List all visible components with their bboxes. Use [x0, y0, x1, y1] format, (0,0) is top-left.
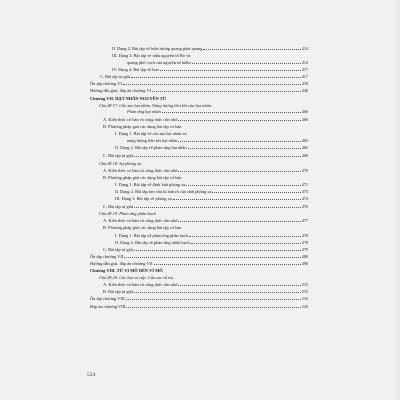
dot-leader — [178, 120, 300, 121]
toc-entry — [103, 167, 308, 174]
toc-entry — [90, 87, 308, 94]
toc-entry — [100, 73, 308, 80]
dot-leader — [162, 112, 301, 113]
toc-entry — [90, 295, 308, 302]
toc-entry-page: 520 — [301, 304, 308, 309]
toc-entry-page: 480 — [301, 254, 308, 259]
toc-entry-label: B. Phương pháp giải các dạng bài tập cơ bản — [103, 225, 182, 230]
toc-entry — [99, 210, 308, 217]
dot-leader — [178, 221, 300, 222]
toc-entry-page: 463 — [301, 138, 308, 143]
toc-entry-page: 469 — [301, 153, 308, 158]
toc-entry-label: C. Bài tập tự giải — [103, 247, 134, 252]
toc-entry-page: 417 — [301, 74, 308, 79]
toc-entry-label: IV. Dạng 4. Bài tập về laze — [112, 67, 160, 72]
toc-entry-label: III. Dạng 3. Bài tập về phóng xạ — [115, 196, 172, 201]
toc-entry-label: Đáp án chương VIII — [90, 304, 126, 309]
dot-leader — [134, 250, 301, 251]
toc-entry-page: 440 — [301, 88, 308, 93]
toc-entry-label: Chủ đề 18. Sự phóng xạ — [99, 161, 142, 166]
dot-leader — [131, 77, 301, 78]
toc-entry-page: 516 — [301, 296, 308, 301]
toc-entry-label: B. Bài tập tự giải — [103, 289, 134, 294]
dot-leader — [123, 84, 301, 85]
dot-leader — [186, 185, 300, 186]
toc-entry-label: Ôn tập chương VIII — [90, 296, 125, 301]
toc-entry-label: năng lượng liên kết hạt nhân — [127, 138, 178, 143]
toc-entry-page: 473 — [301, 189, 308, 194]
toc-entry-label: C. Bài tập tự giải — [100, 74, 131, 79]
toc-entry-label: I. Dạng 1. Bài tập về cấu tạo hạt nhân và — [115, 131, 187, 136]
toc-entry-label: A. Kiến thức cơ bản và công thức cần nhớ — [103, 218, 178, 223]
toc-entry — [115, 195, 308, 202]
page-number: 524 — [87, 372, 96, 378]
toc-entry — [103, 288, 308, 295]
toc-entry — [127, 59, 308, 66]
toc-entry-label: C. Bài tập tự giải — [103, 153, 134, 158]
toc-entry-page: 478 — [301, 240, 308, 245]
toc-entry-label: Chương VIII. TỪ VI MÔ ĐẾN VĨ MÔ — [90, 268, 163, 273]
toc-entry-page: 460 — [301, 109, 308, 114]
toc-entry — [90, 267, 308, 274]
toc-entry — [103, 246, 308, 253]
toc-entry-page: 476 — [301, 204, 308, 209]
dot-leader — [134, 207, 301, 208]
toc-entry-label: I. Dạng 1. Bài tập về định luật phóng xạ — [115, 182, 186, 187]
toc-entry — [103, 152, 308, 159]
toc-entry-label: Chủ đề 20. Các hạt sơ cấp. Cấu tạo vũ trụ — [99, 275, 174, 280]
toc-entry — [115, 188, 308, 195]
dot-leader — [212, 192, 300, 193]
toc-entry — [112, 52, 308, 59]
page-edge-shadow — [394, 0, 400, 400]
toc-entry — [90, 260, 308, 267]
toc-entry-label: II. Dạng 2. Bài tập về phản ứng nhiệt hạch — [115, 240, 190, 245]
toc-entry-label: A. Kiến thức cơ bản và công thức cần nhớ — [103, 168, 178, 173]
dot-leader — [134, 156, 301, 157]
dot-leader — [160, 70, 300, 71]
toc-entry-label: II. Dạng 2. Bài tập về hiện tượng quang phát quang — [112, 46, 203, 51]
toc-entry-label: I. Dạng 1. Bài tập về phản ứng phân hạch — [115, 233, 188, 238]
toc-entry — [127, 137, 308, 144]
toc-entry-label: quang phổ vạch của nguyên tử hiđro — [127, 60, 192, 65]
toc-entry-label: Chương VII. HẠT NHÂN NGUYÊN TỬ — [90, 96, 167, 101]
toc-entry-label: Chủ đề 19. Phản ứng phân hạch — [99, 211, 156, 216]
toc-entry — [127, 108, 308, 115]
toc-entry — [115, 181, 308, 188]
toc-entry — [103, 217, 308, 224]
toc-entry-page: 471 — [301, 182, 308, 187]
dot-leader — [188, 148, 301, 149]
toc-entry-label: II. Dạng 2. Bài tập về phản ứng hạt nhân — [115, 145, 187, 150]
toc-entry — [99, 274, 308, 281]
toc-entry — [112, 45, 308, 52]
dot-leader — [178, 141, 301, 142]
toc-entry-page: 417 — [301, 67, 308, 72]
dot-leader — [191, 243, 301, 244]
toc-entry — [103, 174, 308, 181]
toc-entry-page: 479 — [301, 247, 308, 252]
toc-entry — [90, 303, 308, 310]
toc-entry — [115, 130, 308, 137]
toc-entry-label: B. Phương pháp giải các dạng bài tập cơ bản — [103, 175, 182, 180]
toc-entry-page: 515 — [301, 289, 308, 294]
dot-leader — [134, 292, 301, 293]
toc-entry — [99, 160, 308, 167]
dot-leader — [189, 236, 301, 237]
toc-entry-page: 414 — [301, 60, 308, 65]
toc-entry-page: 515 — [301, 282, 308, 287]
toc-entry-label: Chủ đề 17. Cấu tạo hạt nhân. Năng lượng liên kết của hạt nhân. — [99, 103, 213, 108]
dot-leader — [126, 299, 301, 300]
dot-leader — [178, 171, 300, 172]
toc-entry-label: B. Phương pháp giải các dạng bài tập cơ bản — [103, 124, 182, 129]
toc-entry-label: II. Dạng 2. Bài tập tìm chu kì bán rã của chất phóng xạ — [115, 189, 212, 194]
dot-leader — [152, 91, 301, 92]
toc-entry-page: 414 — [301, 46, 308, 51]
dot-leader — [154, 264, 301, 265]
toc-entry-label: Hướng dẫn giải, đáp án chương VI — [90, 88, 152, 93]
toc-entry — [90, 80, 308, 87]
dot-leader — [178, 285, 300, 286]
toc-entry-label: III. Dạng 3. Bài tập về mẫu nguyên tử Bo và — [112, 53, 191, 58]
toc-entry-page: 478 — [301, 233, 308, 238]
toc-entry-label: Hướng dẫn giải, đáp án chương VII — [90, 261, 153, 266]
dot-leader — [173, 199, 301, 200]
toc-entry-page: 470 — [301, 168, 308, 173]
toc-entry — [103, 224, 308, 231]
dot-leader — [203, 49, 300, 50]
toc-entry-page: 418 — [301, 81, 308, 86]
toc-entry-label: C. Bài tập tự giải — [103, 204, 134, 209]
toc-entry-page: 465 — [301, 145, 308, 150]
toc-entry — [112, 66, 308, 73]
toc-entry — [115, 144, 308, 151]
dot-leader — [126, 307, 300, 308]
toc-entry-label: A. Kiến thức cơ bản và công thức cần nhớ — [103, 282, 178, 287]
toc-entry-label: Ôn tập chương VI — [90, 81, 122, 86]
toc-entry — [103, 116, 308, 123]
dot-leader — [124, 257, 300, 258]
toc-entry — [90, 253, 308, 260]
toc-entry-label: A. Kiến thức cơ bản và công thức cần nhớ — [103, 117, 178, 122]
toc-entry-label: Ôn tập chương VII — [90, 254, 124, 259]
toc-entry-label: Phản ứng hạt nhân — [127, 109, 161, 114]
toc-entry-page: 474 — [301, 196, 308, 201]
toc-entry-page: 496 — [301, 261, 308, 266]
toc-entry — [115, 239, 308, 246]
toc-entry — [103, 203, 308, 210]
toc-entry-page: 477 — [301, 218, 308, 223]
toc-entry — [90, 95, 308, 102]
toc-entry — [115, 232, 308, 239]
toc-entry — [103, 281, 308, 288]
toc-entry-page: 460 — [301, 117, 308, 122]
dot-leader — [192, 63, 301, 64]
toc-entry — [103, 123, 308, 130]
